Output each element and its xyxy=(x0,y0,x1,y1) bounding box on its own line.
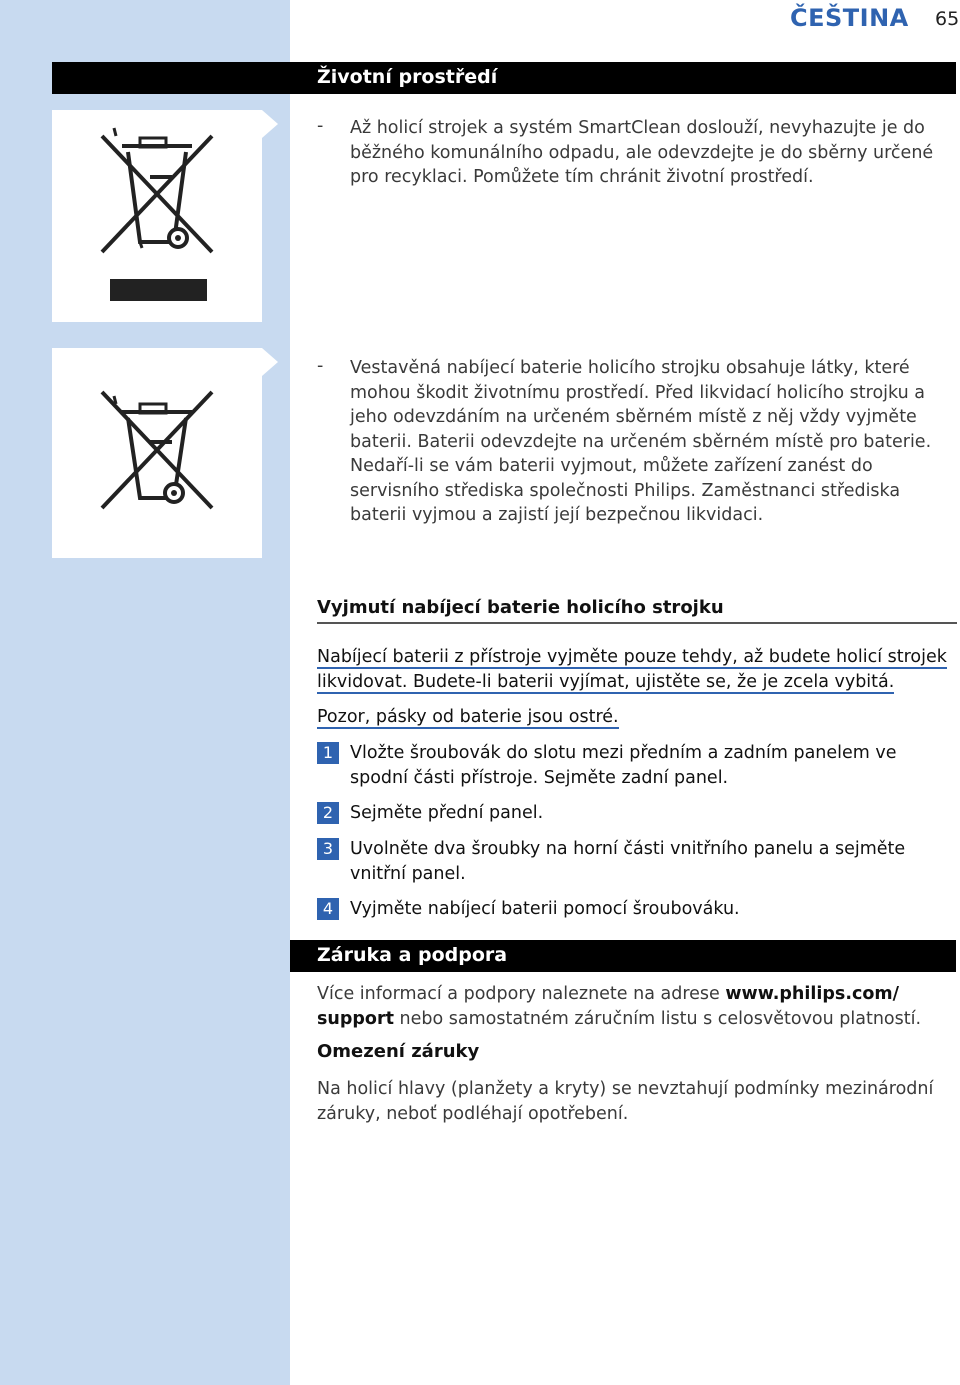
battery-warning xyxy=(317,645,957,695)
step-number: 4 xyxy=(317,898,339,920)
list-dash: - xyxy=(317,116,324,136)
support-link-part2[interactable]: support xyxy=(317,1009,394,1029)
crossed-bin-icon xyxy=(52,348,262,558)
section-title-environment: Životní prostředí xyxy=(317,66,498,88)
step-text: Sejměte přední panel. xyxy=(350,803,544,823)
caution-note xyxy=(317,705,619,730)
battery-warning-line-2: likvidovat. Budete-li baterii vyjímat, ujistěte se, že je zcela vybitá. xyxy=(317,672,895,692)
pointer-arrow xyxy=(262,348,278,376)
weee-icon-box-2 xyxy=(52,348,262,558)
guarantee-text-after: nebo samostatném záručním listu s celosvětovou platností. xyxy=(393,1009,922,1029)
crossed-bin-icon xyxy=(52,110,262,322)
list-dash: - xyxy=(317,356,324,376)
section-title-guarantee: Záruka a podpora xyxy=(317,944,508,966)
pointer-arrow xyxy=(262,110,278,138)
subheading-restriction: Omezení záruky xyxy=(317,1041,480,1062)
restriction-paragraph: Na holicí hlavy (planžety a kryty) se nevztahují podmínky mezinárodní záruky, neboť podléhají opotřebení. xyxy=(317,1079,934,1124)
language-label: ČEŠTINA xyxy=(790,4,909,32)
battery-warning-line-1: Nabíjecí baterii z přístroje vyjměte pouze tehdy, až budete holicí strojek xyxy=(317,647,947,667)
step-text: Vložte šroubovák do slotu mezi předním a zadním panelem ve spodní části přístroje. Sejměte zadní panel. xyxy=(350,743,897,788)
step-text: Uvolněte dva šroubky na horní části vnitřního panelu a sejměte vnitřní panel. xyxy=(350,839,906,884)
section-title-removal: Vyjmutí nabíjecí baterie holicího strojku xyxy=(317,597,724,618)
section-bar-environment xyxy=(52,62,956,94)
weee-icon-box-1 xyxy=(52,110,262,322)
step-number: 2 xyxy=(317,802,339,824)
page-number: 65 xyxy=(935,8,960,30)
environment-paragraph-1: Až holicí strojek a systém SmartClean doslouží, nevyhazujte je do běžného komunálního odpadu, ale odevzdejte je do sběrny určené pro recyklaci. Pomůžete tím chránit životní prostředí. xyxy=(350,118,934,187)
guarantee-paragraph xyxy=(317,982,937,1032)
step-number: 1 xyxy=(317,742,339,764)
step-text: Vyjměte nabíjecí baterii pomocí šroubováku. xyxy=(350,899,740,919)
section-rule xyxy=(317,622,957,624)
caution-text: Pozor, pásky od baterie jsou ostré. xyxy=(317,707,619,727)
guarantee-text-before: Více informací a podpory naleznete na adrese xyxy=(317,984,726,1004)
support-link-part1[interactable]: www.philips.com/ xyxy=(725,984,899,1004)
environment-paragraph-2: Vestavěná nabíjecí baterie holicího strojku obsahuje látky, které mohou škodit životnímu prostředí. Před likvidací holicího strojku a jeho odevzdáním na určeném sběrném místě z něj vždy vyjměte baterii. Baterii odevzdejte na určeném sběrném místě pro baterie. Nedaří-li se vám baterii vyjmout, můžete zařízení zanést do servisního střediska společnosti Philips. Zaměstnanci střediska baterii vyjmou a zajistí její bezpečnou likvidaci. xyxy=(350,358,932,525)
step-number: 3 xyxy=(317,838,339,860)
